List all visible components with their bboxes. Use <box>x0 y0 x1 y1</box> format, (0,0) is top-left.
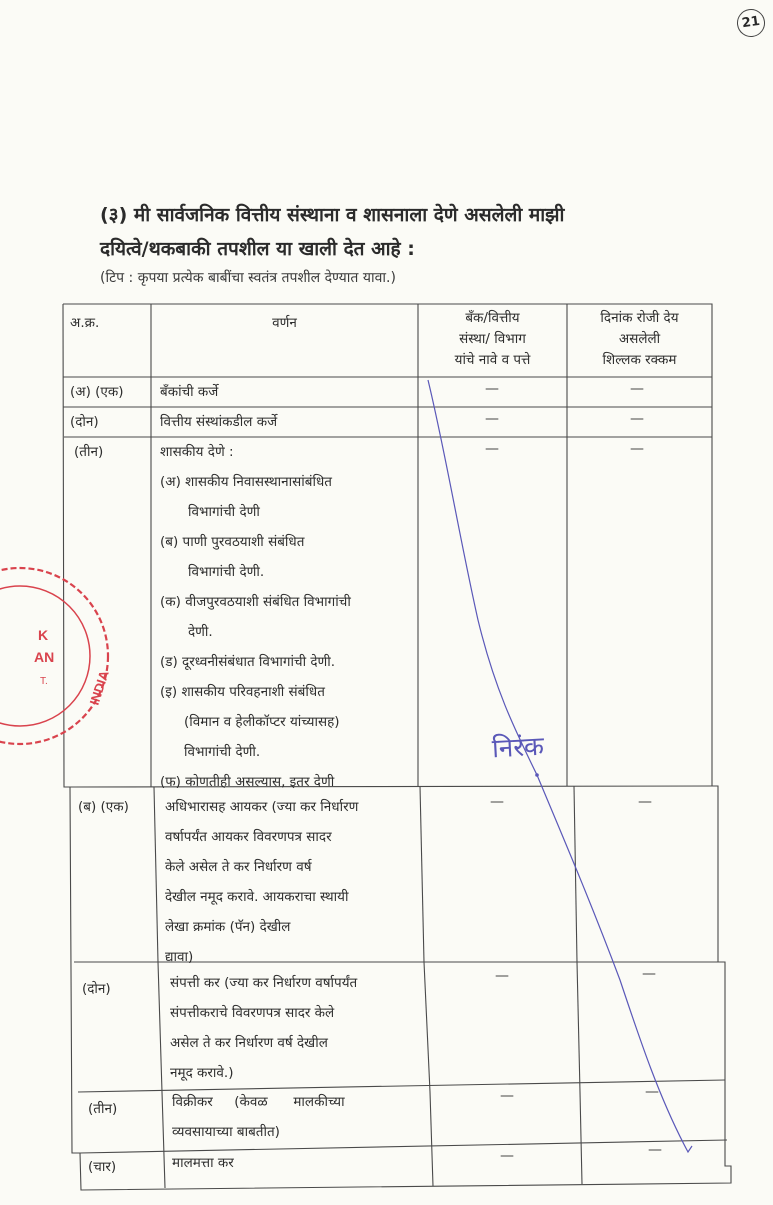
description-line: (अ) शासकीय निवासस्थानासांबंधित <box>160 474 332 490</box>
row-serial: (दोन) <box>82 981 111 997</box>
row-description <box>170 968 425 1088</box>
description-line: संपत्तीकराचे विवरणपत्र सादर केले <box>170 1005 335 1021</box>
description-line: लेखा क्रमांक (पॅन) देखील <box>165 919 291 935</box>
description-line: विक्रीकर (केवळ मालकीच्या <box>172 1094 345 1110</box>
description-line: शासकीय देणे : <box>160 444 234 460</box>
description-line: द्यावा) <box>165 949 194 965</box>
description-line: (विमान व हेलीकॉप्टर यांच्यासह) <box>184 714 340 730</box>
row-bank-value: — <box>490 794 504 810</box>
row-amount-value: — <box>648 1142 662 1158</box>
svg-text:AN: AN <box>34 649 55 665</box>
svg-text:K: K <box>38 627 49 643</box>
row-description: वित्तीय संस्थांकडील कर्जे <box>160 414 278 430</box>
heading-line-2: दयित्वे/थकबाकी तपशील या खाली देत आहे : <box>100 238 415 260</box>
row-serial: (चार) <box>88 1159 117 1175</box>
row-amount-value: — <box>638 794 652 810</box>
header-amount-line-1: दिनांक रोजी देय <box>600 310 679 326</box>
row-description: मालमत्ता कर <box>172 1155 234 1171</box>
header-description: वर्णन <box>272 315 297 331</box>
description-line: देखील नमूद करावे. आयकराचा स्थायी <box>165 889 349 905</box>
row-description: बँकांची कर्जे <box>160 384 219 400</box>
description-line: वर्षापर्यंत आयकर विवरणपत्र सादर <box>165 829 332 845</box>
row-description <box>165 792 420 972</box>
header-bank-line-1: बँक/वित्तीय <box>465 310 520 326</box>
row-serial: (अ) (एक) <box>70 384 124 400</box>
stamp-seal-image <box>0 556 112 760</box>
description-line: व्यवसायाच्या बाबतीत) <box>172 1124 280 1140</box>
row-amount-value: — <box>630 381 644 397</box>
row-amount-value: — <box>642 966 656 982</box>
header-bank-line-2: संस्था/ विभाग <box>459 331 526 347</box>
description-line: (क) वीजपुरवठयाशी संबंधित विभागांची <box>160 594 351 610</box>
description-line: केले असेल ते कर निर्धारण वर्ष <box>165 859 312 875</box>
row-bank-value: — <box>500 1148 514 1164</box>
header-bank-line-3: यांचे नावे व पत्ते <box>454 352 531 368</box>
header-balance-amount <box>567 308 712 371</box>
description-line: विभागांची देणी. <box>188 564 265 580</box>
header-amount-line-3: शिल्लक रक्कम <box>602 352 677 368</box>
header-serial: अ.क्र. <box>70 315 100 331</box>
handwritten-nil-note: निरंक <box>491 731 545 765</box>
row-serial: (ब) (एक) <box>78 799 129 815</box>
row-bank-value: — <box>500 1088 514 1104</box>
row-amount-value: — <box>645 1084 659 1100</box>
stamp-text: INDIA <box>86 668 112 707</box>
description-line: नमूद करावे.) <box>170 1065 234 1081</box>
description-line: (ड) दूरध्वनीसंबंधात विभागांची देणी. <box>160 654 336 670</box>
row-serial: (तीन) <box>74 444 104 460</box>
row-description <box>160 437 418 797</box>
official-stamp <box>0 556 112 760</box>
description-line: (इ) शासकीय परिवहनाशी संबंधित <box>160 684 325 700</box>
page-number: 21 <box>735 7 767 39</box>
row-bank-value: — <box>485 381 499 397</box>
instruction-note: (टिप : कृपया प्रत्येक बाबींचा स्वतंत्र तपशील देण्यात यावा.) <box>100 270 396 286</box>
description-line: (फ) कोणतीही असल्यास, इतर देणी <box>160 774 335 790</box>
row-bank-value: — <box>485 441 499 457</box>
description-line: विभागांची देणी. <box>184 744 261 760</box>
row-description <box>172 1087 427 1147</box>
description-line: संपत्ती कर (ज्या कर निर्धारण वर्षापर्यंत <box>170 975 358 991</box>
heading-line-1: (३) मी सार्वजनिक वित्तीय संस्थाना व शासनाला देणे असलेली माझी <box>100 204 565 226</box>
svg-text:T.: T. <box>40 676 48 687</box>
header-amount-line-2: असलेली <box>618 331 661 347</box>
row-amount-value: — <box>630 411 644 427</box>
description-line: (ब) पाणी पुरवठयाशी संबंधित <box>160 534 305 550</box>
row-amount-value: — <box>630 441 644 457</box>
description-line: विभागांची देणी <box>188 504 260 520</box>
description-line: असेल ते कर निर्धारण वर्ष देखील <box>170 1035 328 1051</box>
row-serial: (दोन) <box>70 414 99 430</box>
description-line: अधिभारासह आयकर (ज्या कर निर्धारण <box>165 799 359 815</box>
row-serial: (तीन) <box>88 1101 118 1117</box>
row-bank-value: — <box>495 968 509 984</box>
description-line: देणी. <box>188 624 213 640</box>
header-bank-institution <box>418 308 567 371</box>
row-bank-value: — <box>485 411 499 427</box>
